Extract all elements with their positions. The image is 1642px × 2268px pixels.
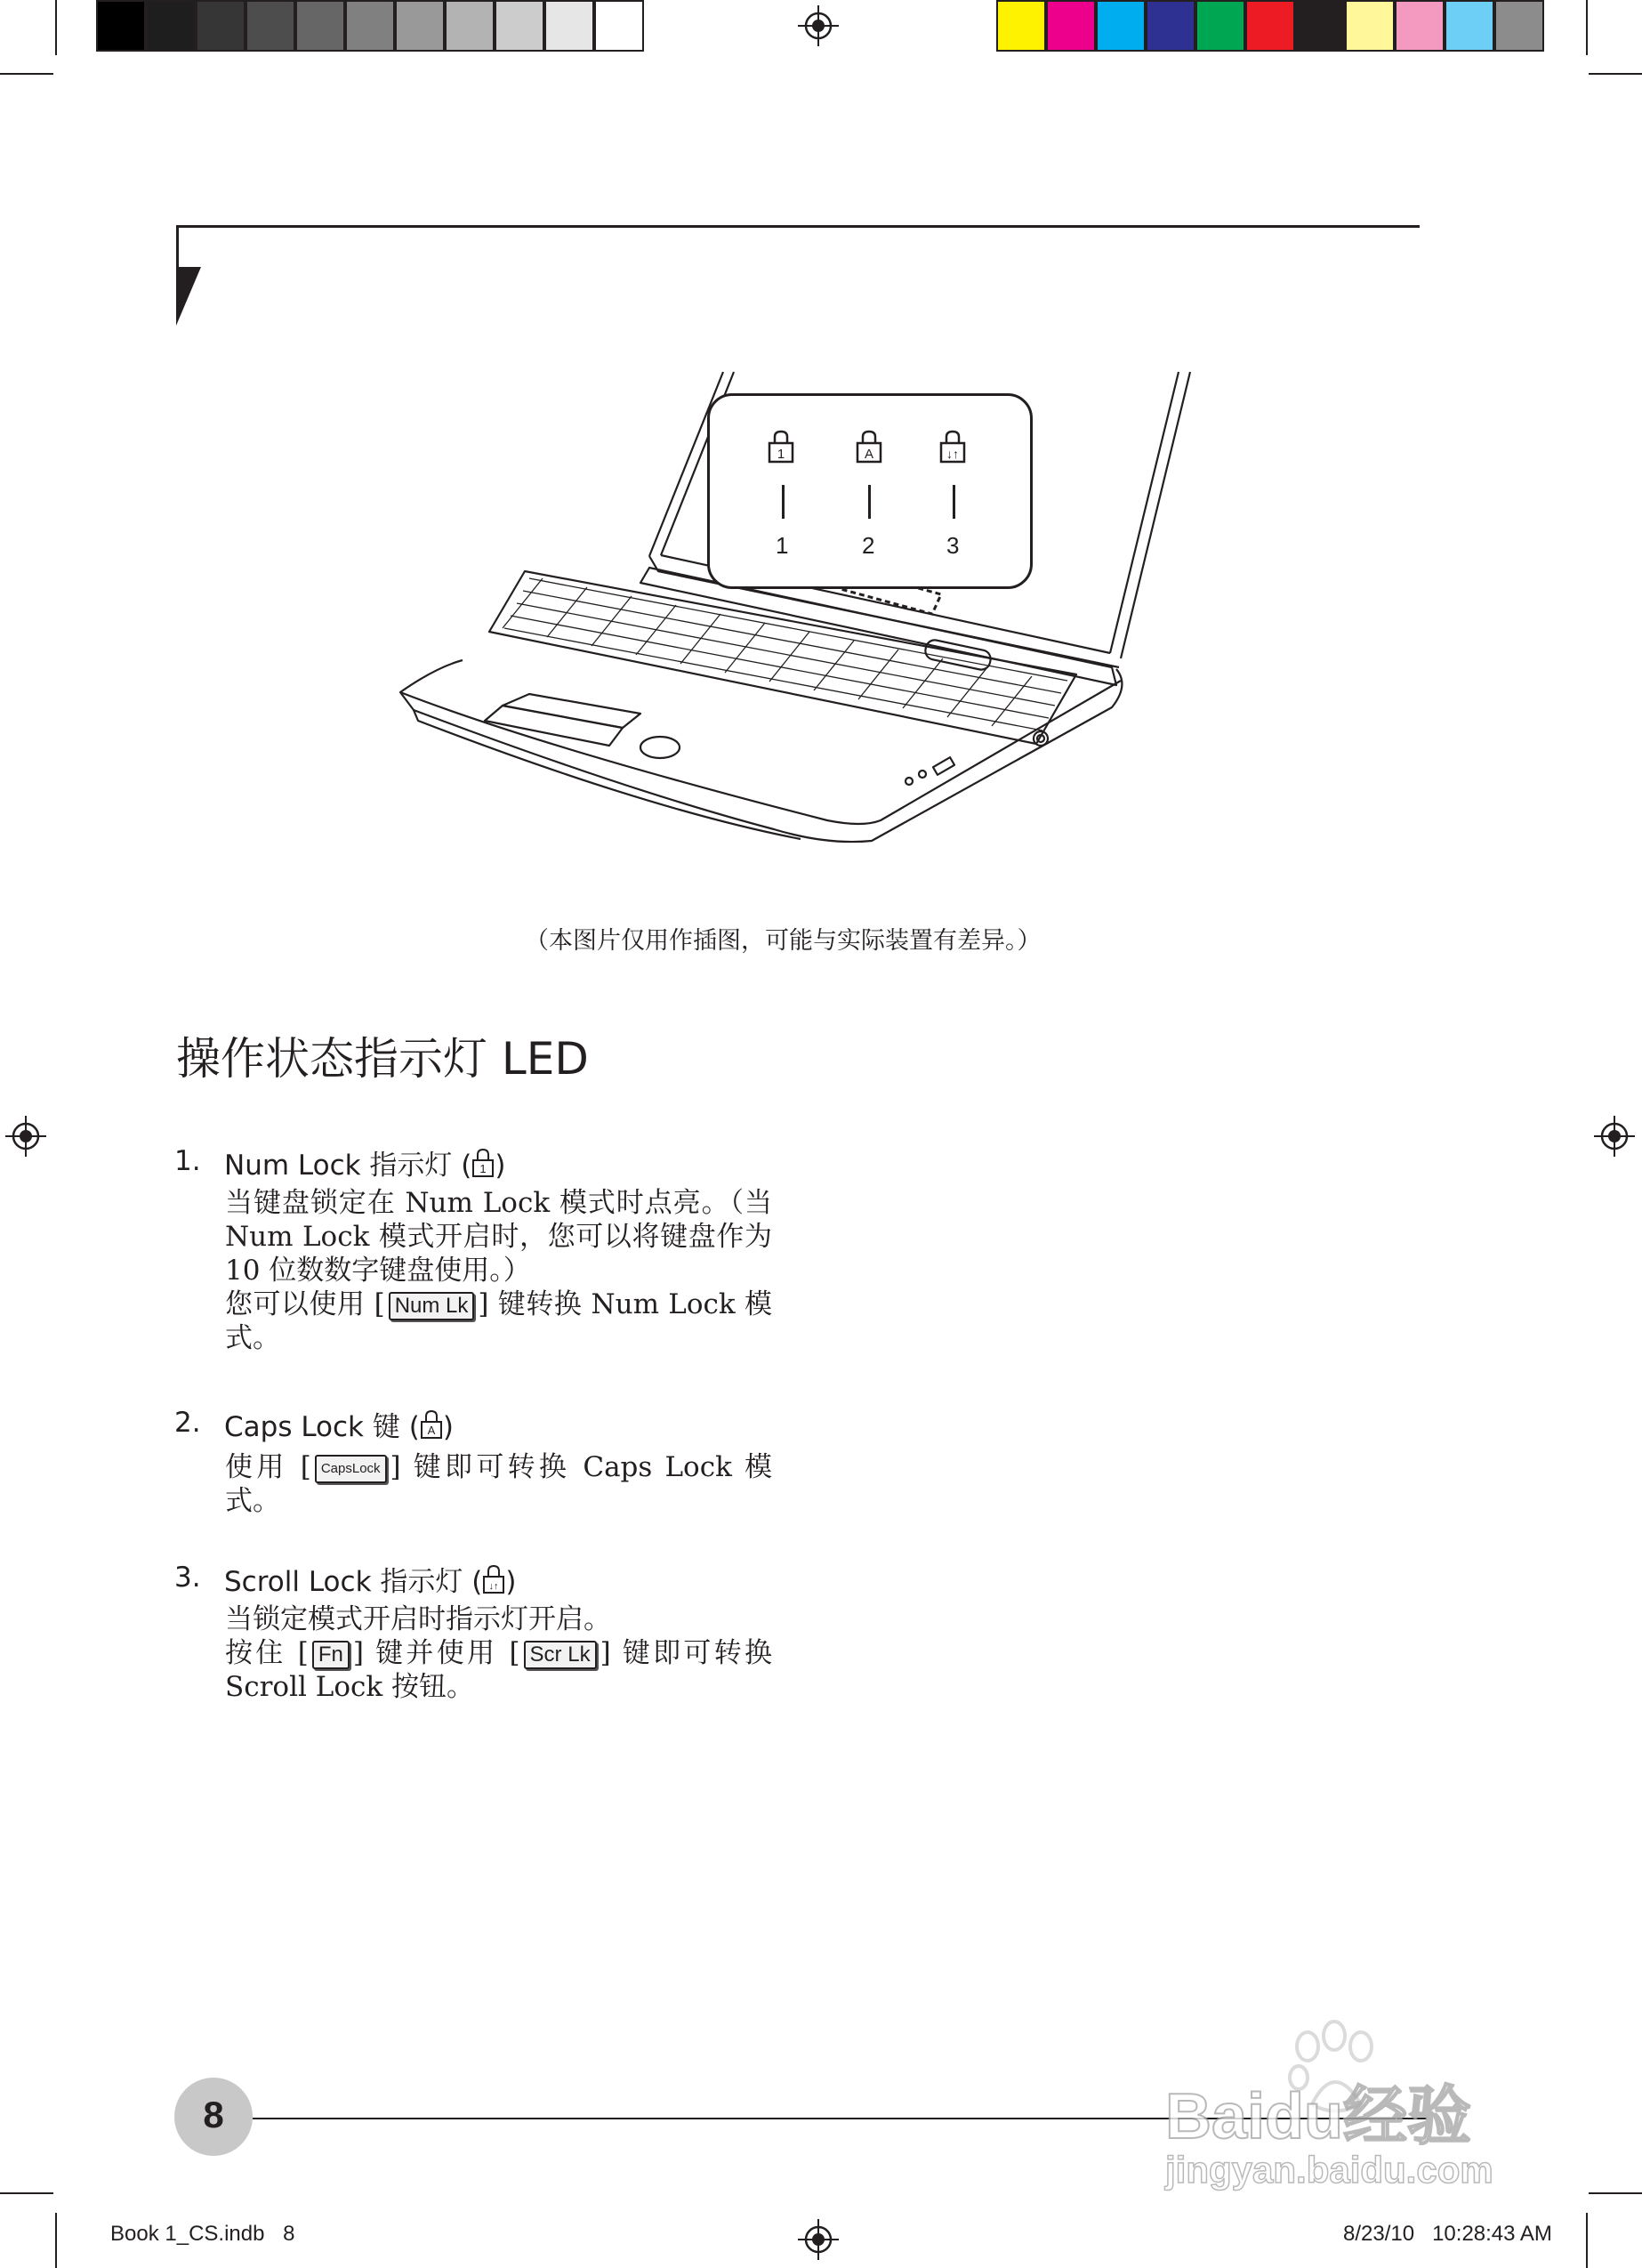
scroll-lock-desc: 当锁定模式开启时指示灯开启。 [225, 1603, 611, 1635]
item-heading-suffix: ) [442, 1411, 454, 1443]
svg-text:↓↑: ↓↑ [488, 1581, 499, 1592]
item-heading-text: Num Lock 指示灯 ( [224, 1150, 472, 1182]
usage-text: ] 键即可转换 Scroll Lock 按钮。 [225, 1637, 772, 1703]
gray-swatch [146, 0, 196, 52]
color-swatch [1245, 0, 1295, 52]
svg-text:A: A [427, 1424, 436, 1437]
item-heading-suffix: ) [505, 1566, 517, 1598]
footer-file [110, 2222, 294, 2247]
watermark-brand: Baidu经验 [1165, 2081, 1472, 2152]
footer-page: 8 [283, 2222, 295, 2246]
item-number: 1. [174, 1145, 201, 1177]
usage-text: 您可以使用 [ [225, 1288, 385, 1320]
color-swatch [1195, 0, 1245, 52]
svg-text:1: 1 [479, 1162, 487, 1175]
color-swatch [1395, 0, 1445, 52]
item-number: 3. [174, 1562, 201, 1594]
color-swatch [1494, 0, 1544, 52]
registration-mark-left [5, 1116, 46, 1157]
trim-mark [55, 2213, 57, 2268]
trim-mark [1589, 2192, 1642, 2194]
num-lock-usage [225, 1287, 772, 1355]
callout-leader-2 [868, 485, 871, 519]
usage-text: 使用 [ [225, 1451, 311, 1483]
gray-swatch [445, 0, 495, 52]
caps-lock-icon [420, 1409, 443, 1440]
usage-text: 按住 [ [225, 1637, 309, 1669]
trim-mark [1589, 73, 1642, 75]
usage-text: ] 键即可转换 Caps Lock 模式。 [225, 1451, 772, 1517]
item-description [225, 1602, 772, 1704]
footer-timestamp: 8/23/10 10:28:43 AM [1343, 2222, 1552, 2246]
num-lock-desc: 当键盘锁定在 Num Lock 模式时点亮。（当 Num Lock 模式开启时，您可以将键盘作为 10 位数数字键盘使用。） [225, 1187, 772, 1287]
callout-label-3: 3 [946, 532, 960, 559]
item-heading-suffix: ) [495, 1150, 506, 1182]
scr-lk-keycap: Scr Lk [524, 1641, 597, 1669]
gray-swatch [295, 0, 345, 52]
color-swatch [1345, 0, 1395, 52]
color-swatch [1046, 0, 1096, 52]
svg-text:1: 1 [777, 447, 785, 462]
caps-lock-indicator-icon [855, 429, 883, 464]
trim-mark [0, 73, 53, 75]
item-heading-caps-lock [224, 1404, 454, 1444]
color-swatch [1096, 0, 1146, 52]
gray-swatch [245, 0, 295, 52]
capslock-keycap: CapsLock [315, 1455, 387, 1483]
gray-swatch [594, 0, 644, 52]
gray-swatch [196, 0, 245, 52]
footer-filename: Book 1_CS.indb [110, 2222, 265, 2246]
svg-text:A: A [864, 447, 874, 462]
trim-mark [1586, 0, 1588, 55]
color-swatch [1445, 0, 1494, 52]
color-swatch [1146, 0, 1195, 52]
usage-text: ] 键转换 Num Lock 模式。 [225, 1288, 772, 1354]
item-heading-num-lock [224, 1142, 506, 1182]
item-heading-text: Scroll Lock 指示灯 ( [224, 1566, 483, 1598]
color-swatch [996, 0, 1046, 52]
callout-label-2: 2 [862, 532, 875, 559]
item-description [225, 1450, 772, 1518]
registration-mark-right [1594, 1116, 1635, 1157]
fn-keycap: Fn [312, 1641, 350, 1669]
callout-label-1: 1 [776, 532, 789, 559]
section-title: 操作状态指示灯 LED [176, 1033, 589, 1085]
illustration-caption: （本图片仅用作插图，可能与实际装置有差异。） [525, 927, 1042, 955]
gray-swatch [345, 0, 395, 52]
num-lock-indicator-icon [767, 429, 795, 464]
item-description [225, 1186, 772, 1355]
item-number: 2. [174, 1407, 201, 1439]
corner-tab-triangle [176, 267, 203, 326]
num-lk-keycap: Num Lk [389, 1292, 475, 1320]
gray-swatch [495, 0, 544, 52]
gray-swatch [544, 0, 594, 52]
callout-leader-3 [953, 485, 955, 519]
item-heading-scroll-lock [224, 1559, 516, 1599]
gray-swatch [96, 0, 146, 52]
registration-mark-bottom [798, 2219, 839, 2260]
trim-mark [55, 0, 57, 55]
header-rule [176, 225, 1420, 228]
scroll-lock-icon [482, 1564, 505, 1594]
page-number: 8 [203, 2094, 224, 2135]
color-swatch [1295, 0, 1345, 52]
trim-mark [0, 2192, 53, 2194]
usage-text: ] 键并使用 [ [352, 1637, 520, 1669]
callout-leader-1 [782, 485, 785, 519]
watermark-url: jingyan.baidu.com [1165, 2149, 1493, 2191]
gray-swatch [395, 0, 445, 52]
num-lock-icon [471, 1148, 495, 1178]
scroll-lock-usage [225, 1636, 772, 1704]
item-heading-text: Caps Lock 键 ( [224, 1411, 420, 1443]
registration-mark-top [798, 5, 839, 46]
svg-text:↓↑: ↓↑ [946, 447, 959, 461]
scroll-lock-indicator-icon [938, 429, 967, 464]
trim-mark [1586, 2213, 1588, 2268]
caps-lock-usage [225, 1450, 772, 1518]
